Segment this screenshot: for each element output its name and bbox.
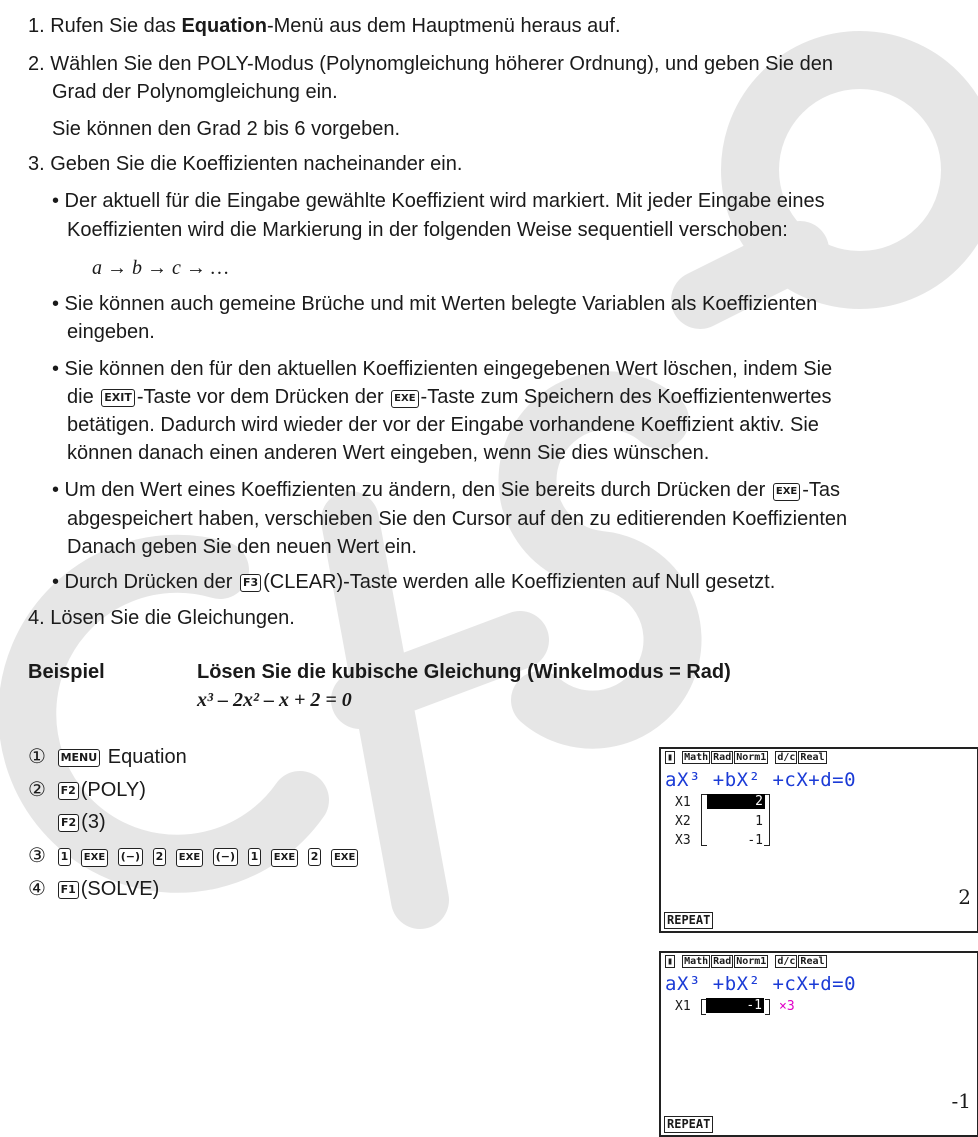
step-2-note: Sie können den Grad 2 bis 6 vorgeben. [52, 118, 401, 140]
procedure-step-2b [56, 810, 106, 834]
status-rad: Rad [713, 956, 732, 967]
row-label-x3: X3 [675, 833, 691, 848]
procedure-step-4 [28, 876, 159, 901]
bullet-1-cont: Koeffizienten wird die Markierung in der folgenden Weise sequentiell verschoben: [67, 219, 788, 241]
exe-key: EXE [81, 849, 108, 867]
bullet-4-line2: abgespeichert haben, verschieben Sie den Cursor auf den zu editierenden Koeffizienten [67, 508, 848, 530]
solution-x1-highlighted: -1 [706, 998, 764, 1013]
step-3: 3. Geben Sie die Koeffizienten nacheinander ein. [28, 153, 463, 175]
exe-key: EXE [176, 849, 203, 867]
sequence-formula: a → b → c → … [92, 257, 229, 279]
bullet-5 [52, 570, 775, 594]
screen-equation: aX³ +bX² +cX+d=0 [665, 769, 857, 791]
row-label-x1: X1 [675, 795, 691, 810]
status-dc: d/c [777, 752, 796, 763]
exe-key: EXE [773, 483, 800, 501]
step-1-text-end: -Menü aus dem Hauptmenü heraus auf. [266, 15, 621, 37]
input-line-value: 2 [958, 885, 971, 909]
input-line-value: -1 [951, 1089, 971, 1113]
f2-key: F2 [58, 814, 79, 832]
step-number: ③ [28, 843, 46, 867]
row-label-x2: X2 [675, 814, 691, 829]
bullet-3-text-mid: -Taste vor dem Drücken der [136, 386, 390, 408]
status-norm: Norm1 [736, 956, 767, 967]
negative-key: (−) [213, 848, 238, 866]
bullet-2-cont: eingeben. [67, 321, 155, 343]
bullet-3-text-end: -Taste zum Speichern des Koeffizientenwertes [420, 386, 832, 408]
calculator-screen-1 [659, 747, 978, 933]
key-1: 1 [248, 848, 262, 866]
bullet-3-text: die [67, 386, 100, 408]
cubic-equation: x³ – 2x² – x + 2 = 0 [197, 689, 352, 711]
example-equation [197, 688, 352, 712]
multiplicity-label: ×3 [779, 999, 795, 1014]
bullet-4 [52, 478, 840, 502]
procedure-text: (3) [81, 811, 106, 833]
battery-icon: ▮ [667, 956, 674, 967]
step-number: ② [28, 777, 46, 801]
example-label: Beispiel [28, 661, 105, 683]
matrix-bracket-right [765, 999, 770, 1015]
step-2: 2. Wählen Sie den POLY-Modus (Polynomgleichung höherer Ordnung), und geben Sie den [28, 53, 833, 75]
status-real: Real [800, 956, 825, 967]
key-2: 2 [308, 848, 322, 866]
bullet-2: • Sie können auch gemeine Brüche und mit Werten belegte Variablen als Koeffizienten [52, 293, 818, 315]
bullet-4-text-end: -Tas [802, 479, 841, 501]
status-dc: d/c [777, 956, 796, 967]
calculator-screen-2 [659, 951, 978, 1137]
step-1 [28, 14, 621, 38]
procedure-text: (SOLVE) [80, 878, 160, 900]
bullet-3-line2 [67, 385, 832, 409]
screen-equation: aX³ +bX² +cX+d=0 [665, 973, 857, 995]
bullet-4-line3: Danach geben Sie den neuen Wert ein. [67, 536, 417, 558]
example-title: Lösen Sie die kubische Gleichung (Winkelmodus = Rad) [197, 661, 731, 683]
step-2-cont: Grad der Polynomgleichung ein. [52, 81, 338, 103]
bullet-5-text-end: (CLEAR)-Taste werden alle Koeffizienten auf Null gesetzt. [263, 571, 776, 593]
f2-key: F2 [58, 782, 79, 800]
f3-key: F3 [240, 574, 261, 592]
procedure-text: Equation [107, 746, 187, 768]
status-norm: Norm1 [736, 752, 767, 763]
status-bar [665, 752, 828, 763]
value-x2: 1 [755, 814, 763, 829]
bullet-5-text: • Durch Drücken der [52, 571, 238, 593]
procedure-step-3 [28, 843, 360, 868]
equation-menu-name: Equation [181, 15, 267, 37]
status-bar [665, 956, 828, 967]
status-math: Math [684, 956, 709, 967]
exit-key: EXIT [101, 389, 135, 407]
exe-key: EXE [331, 849, 358, 867]
repeat-softkey: REPEAT [664, 912, 713, 929]
status-math: Math [684, 752, 709, 763]
bullet-3-line3: betätigen. Dadurch wird wieder der vor der Eingabe vorhandene Koeffizient aktiv. Sie [67, 414, 819, 436]
step-number: ④ [28, 876, 46, 900]
status-rad: Rad [713, 752, 732, 763]
bullet-3-line4: können danach einen anderen Wert eingeben, wenn Sie dies wünschen. [67, 442, 710, 464]
key-1: 1 [58, 848, 72, 866]
bullet-1: • Der aktuell für die Eingabe gewählte Koeffizient wird markiert. Mit jeder Eingabe eines [52, 190, 825, 212]
repeat-softkey: REPEAT [664, 1116, 713, 1133]
value-x3: -1 [747, 833, 763, 848]
procedure-step-1 [28, 744, 187, 769]
key-2: 2 [153, 848, 167, 866]
exe-key: EXE [271, 849, 298, 867]
procedure-step-2 [28, 777, 146, 802]
step-4: 4. Lösen Sie die Gleichungen. [28, 607, 295, 629]
negative-key: (−) [118, 848, 143, 866]
value-x1-highlighted: 2 [707, 794, 765, 809]
status-real: Real [800, 752, 825, 763]
step-1-text: 1. Rufen Sie das [28, 15, 182, 37]
row-label-x1: X1 [675, 999, 691, 1014]
step-number: ① [28, 744, 46, 768]
menu-key: MENU [58, 749, 101, 767]
bullet-4-text: • Um den Wert eines Koeffizienten zu ändern, den Sie bereits durch Drücken der [52, 479, 771, 501]
procedure-text: (POLY) [80, 779, 146, 801]
f1-key: F1 [58, 881, 79, 899]
bullet-3: • Sie können den für den aktuellen Koeffizienten eingegebenen Wert löschen, indem Sie [52, 358, 833, 380]
exe-key: EXE [391, 390, 418, 408]
battery-icon: ▮ [667, 752, 674, 763]
